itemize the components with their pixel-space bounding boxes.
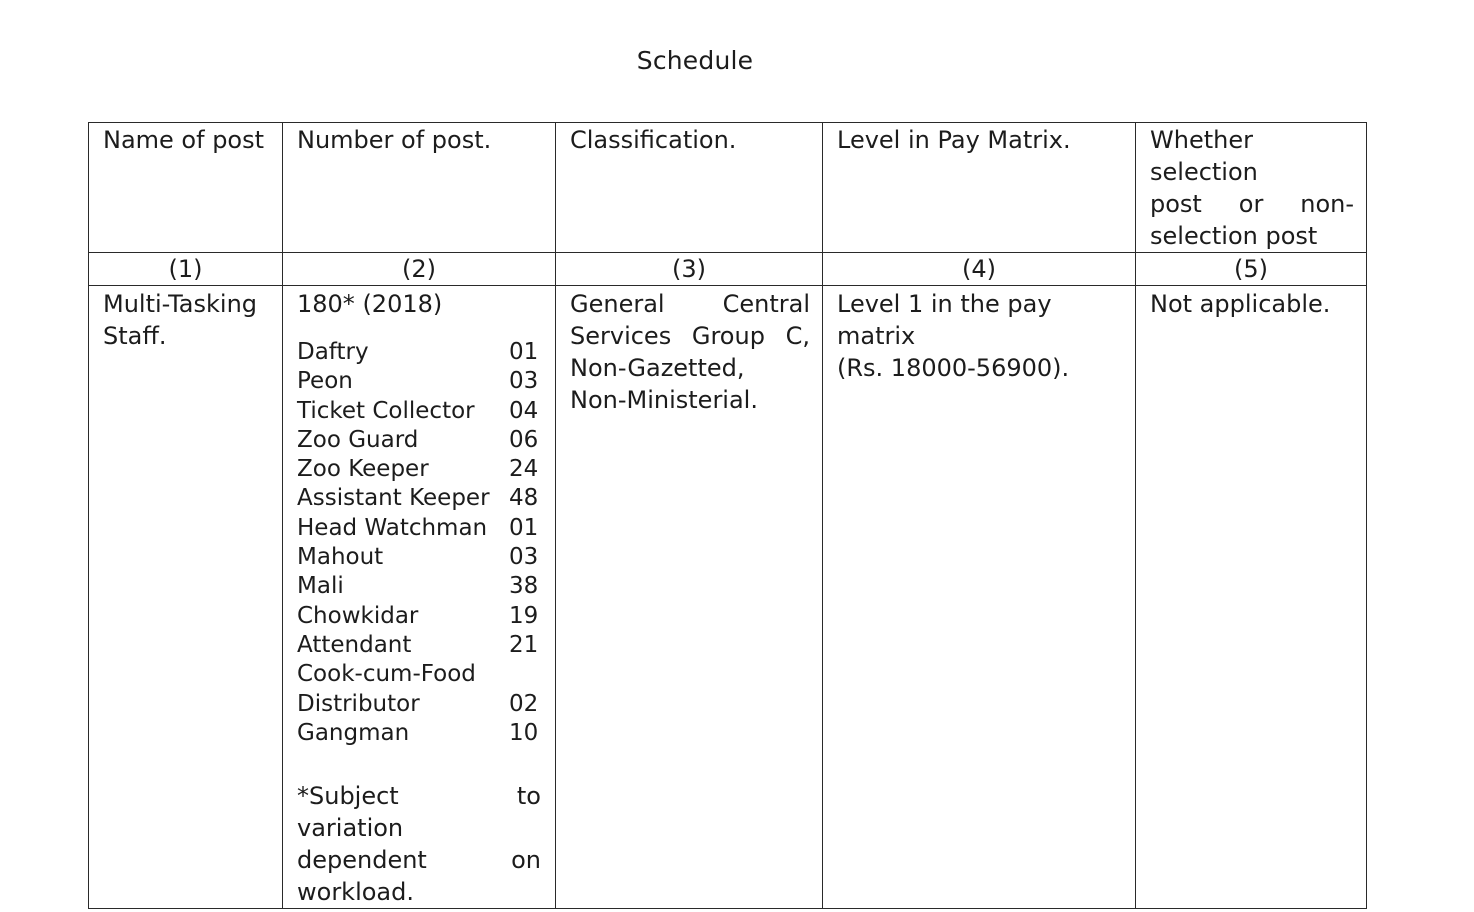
cell-selection: Not applicable.	[1136, 286, 1367, 909]
breakdown-row	[297, 338, 543, 367]
header-row	[89, 123, 1367, 253]
pay-level-line: (Rs. 18000-56900).	[837, 354, 1070, 382]
breakdown-row	[297, 367, 543, 396]
breakdown-post-name: Zoo Guard	[297, 426, 419, 453]
breakdown-post-count: 38	[509, 573, 539, 600]
breakdown-post-name: Cook-cum-Food	[297, 661, 476, 688]
note-line: dependent on	[297, 846, 541, 875]
classification-line: Non-Ministerial.	[570, 386, 758, 414]
schedule-table	[88, 122, 1367, 909]
breakdown-post-name: Zoo Keeper	[297, 456, 429, 483]
breakdown-post-count: 19	[509, 602, 539, 629]
classification-line: Services Group C,	[570, 322, 810, 350]
post-breakdown-list	[297, 338, 543, 748]
breakdown-post-name: Gangman	[297, 719, 410, 746]
breakdown-row	[297, 484, 543, 513]
breakdown-row	[297, 543, 543, 572]
header-name-of-post: Name of post	[89, 123, 283, 253]
column-number: (3)	[556, 253, 823, 286]
breakdown-post-name: Ticket Collector	[297, 397, 475, 424]
breakdown-post-count: 06	[509, 426, 539, 453]
breakdown-row	[297, 690, 543, 719]
column-number: (4)	[823, 253, 1136, 286]
breakdown-post-count: 48	[509, 485, 539, 512]
variation-note	[297, 780, 541, 908]
table-row	[89, 286, 1367, 909]
breakdown-post-count: 03	[509, 544, 539, 571]
breakdown-post-count	[509, 660, 543, 689]
breakdown-post-name: Peon	[297, 368, 353, 395]
classification-line: General Central	[570, 290, 810, 318]
page-title: Schedule	[636, 46, 754, 75]
breakdown-post-name: Mali	[297, 573, 344, 600]
total-posts: 180* (2018)	[297, 290, 443, 318]
breakdown-row	[297, 719, 543, 748]
breakdown-post-name: Mahout	[297, 544, 384, 571]
note-line: *Subject to variation	[297, 782, 541, 843]
breakdown-post-name: Assistant Keeper	[297, 485, 490, 512]
breakdown-post-name: Head Watchman	[297, 514, 488, 541]
breakdown-row	[297, 602, 543, 631]
note-line: workload.	[297, 878, 414, 907]
header-classification: Classification.	[556, 123, 823, 253]
column-number: (1)	[89, 253, 283, 286]
pay-level-line: Level 1 in the pay matrix	[837, 290, 1052, 350]
breakdown-row	[297, 572, 543, 601]
breakdown-post-count: 01	[509, 514, 539, 541]
breakdown-post-count: 03	[509, 368, 539, 395]
breakdown-post-count: 01	[509, 339, 539, 365]
name-of-post-line: Staff.	[103, 322, 167, 350]
header-selection	[1136, 123, 1367, 253]
breakdown-row	[297, 631, 543, 660]
classification-line: Non-Gazetted,	[570, 354, 745, 382]
cell-number-of-post	[283, 286, 556, 909]
header-selection-line: post or non-	[1150, 190, 1354, 218]
column-number: (5)	[1136, 253, 1367, 286]
name-of-post-line: Multi-Tasking	[103, 290, 258, 318]
cell-pay-level	[823, 286, 1136, 909]
header-selection-line: selection	[1150, 158, 1258, 186]
breakdown-post-count: 04	[509, 397, 539, 424]
header-selection-line: selection post	[1150, 222, 1318, 250]
cell-classification	[556, 286, 823, 909]
header-number-of-post: Number of post.	[283, 123, 556, 253]
cell-name-of-post	[89, 286, 283, 909]
header-pay-level: Level in Pay Matrix.	[823, 123, 1136, 253]
breakdown-post-count: 10	[509, 719, 539, 746]
breakdown-post-name: Daftry	[297, 339, 369, 365]
breakdown-post-count: 02	[509, 690, 539, 717]
breakdown-row	[297, 660, 543, 689]
header-selection-line: Whether	[1150, 126, 1253, 154]
breakdown-row	[297, 514, 543, 543]
breakdown-post-name: Attendant	[297, 631, 412, 658]
breakdown-row	[297, 426, 543, 455]
column-number: (2)	[283, 253, 556, 286]
column-number-row	[89, 253, 1367, 286]
breakdown-post-count: 21	[509, 631, 539, 658]
breakdown-post-name: Chowkidar	[297, 602, 419, 629]
breakdown-post-count: 24	[509, 456, 539, 483]
breakdown-row	[297, 455, 543, 484]
breakdown-row	[297, 397, 543, 426]
breakdown-post-name: Distributor	[297, 690, 420, 717]
